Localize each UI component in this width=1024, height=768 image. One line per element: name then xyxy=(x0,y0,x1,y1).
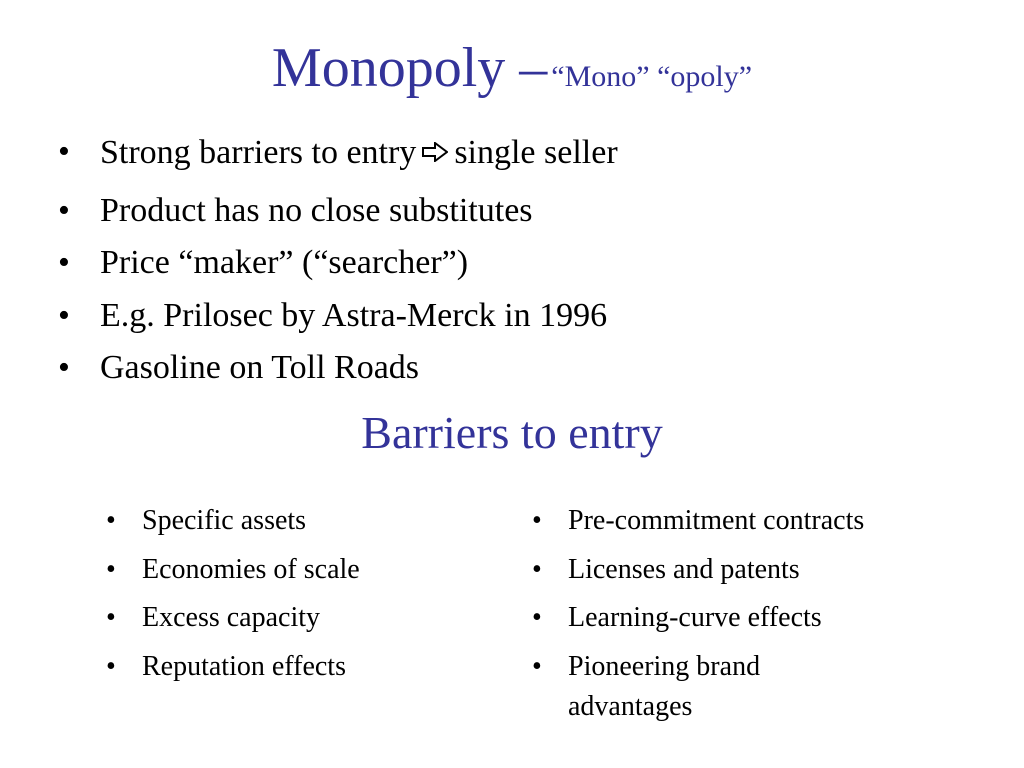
bullet-icon: • xyxy=(106,553,116,585)
bullet-icon: • xyxy=(532,602,542,633)
bullet-icon: • xyxy=(58,133,70,170)
list-item xyxy=(56,185,618,238)
list-item-text: Economies of scale xyxy=(142,553,360,585)
main-bullet-list xyxy=(56,126,618,395)
barriers-left-list xyxy=(102,501,482,695)
slide-title-main: Monopoly – xyxy=(271,37,548,99)
list-item-text: Pioneering brand xyxy=(568,650,761,682)
list-item xyxy=(528,647,948,727)
list-item-text: Reputation effects xyxy=(142,650,346,682)
bullet-icon: • xyxy=(532,505,542,536)
list-item-text: Specific assets xyxy=(142,505,307,536)
list-item-text: Excess capacity xyxy=(142,602,321,633)
hollow-right-arrow-icon xyxy=(422,126,448,179)
list-item-text: Product has no close substitutes xyxy=(100,191,533,229)
list-item-text-continued: advantages xyxy=(568,690,693,722)
list-item-text: single seller xyxy=(454,134,618,172)
list-item-text: Gasoline on Toll Roads xyxy=(100,349,420,386)
bullet-icon: • xyxy=(106,650,116,682)
list-item xyxy=(102,598,482,638)
bullet-icon: • xyxy=(58,244,70,281)
barriers-right-list xyxy=(528,501,948,735)
list-item-text: Learning-curve effects xyxy=(568,602,822,633)
bullet-icon: • xyxy=(58,349,70,386)
list-item-text: Strong barriers to entry xyxy=(100,134,417,172)
list-item-text: Pre-commitment contracts xyxy=(568,505,865,536)
bullet-icon: • xyxy=(106,602,116,633)
slide-title-subtitle: “Mono” “opoly” xyxy=(551,60,753,93)
bullet-icon: • xyxy=(106,505,116,536)
list-item xyxy=(56,126,618,185)
list-item-text: Price “maker” (“searcher”) xyxy=(100,244,469,281)
bullet-icon: • xyxy=(58,191,70,229)
list-item xyxy=(56,237,618,290)
bullet-icon: • xyxy=(532,553,542,585)
list-item xyxy=(528,598,948,638)
list-item-text: E.g. Prilosec by Astra-Merck in 1996 xyxy=(100,296,608,334)
list-item xyxy=(102,501,482,541)
list-item xyxy=(56,342,618,395)
list-item-text: Licenses and patents xyxy=(568,553,800,585)
list-item xyxy=(528,501,948,541)
list-item xyxy=(56,290,618,343)
slide-title xyxy=(0,37,1024,99)
bullet-icon: • xyxy=(58,296,70,334)
bullet-icon: • xyxy=(532,650,542,682)
list-item xyxy=(102,550,482,590)
list-item xyxy=(102,647,482,687)
list-item xyxy=(528,550,948,590)
barriers-heading: Barriers to entry xyxy=(361,407,663,458)
